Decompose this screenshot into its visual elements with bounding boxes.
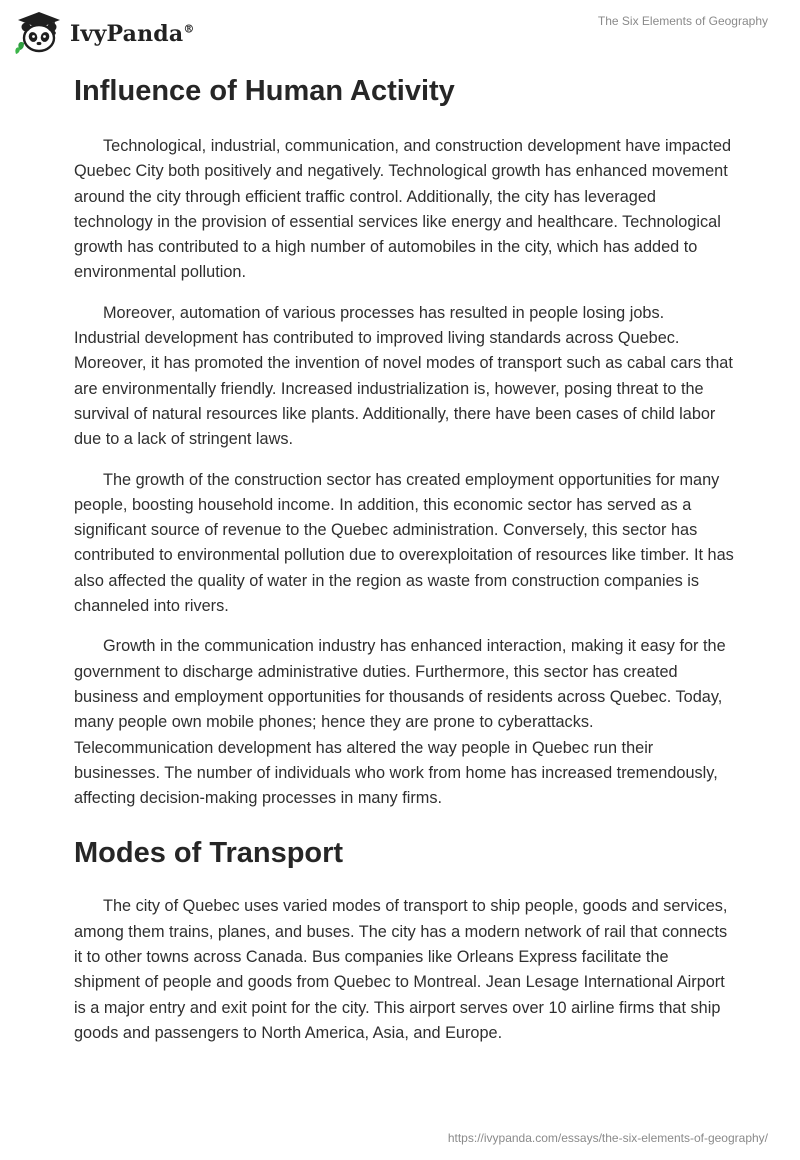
brand-name-text: IvyPanda bbox=[70, 21, 184, 47]
section-heading: Influence of Human Activity bbox=[74, 75, 455, 107]
document-title: The Six Elements of Geography bbox=[597, 14, 768, 28]
brand-name bbox=[70, 21, 195, 47]
paragraph: The city of Quebec uses varied modes of transport to ship people, goods and services, among them trains, planes, and buses. The city has a modern network of rail that connects it to other towns across Canada. Bus companies like Orleans Express facilitate the shipment of people and goods from Quebec to Montreal. Jean Lesage International Airport is a major entry and exit point for the city. This airport serves over 10 airline firms that ship goods and passengers to North America, Asia, and Europe. bbox=[74, 897, 728, 1042]
paragraph: Technological, industrial, communication, and construction development have impacted Quebec City both positively and negatively. Technological growth has enhanced movement around the city through efficient traffic control. Additionally, the city has leveraged technology in the provision of essential services like energy and healthcare. Technological growth has contributed to a high number of automobiles in the city, which has added to environmental pollution. bbox=[74, 137, 732, 282]
section-modes-of-transport bbox=[74, 832, 734, 1046]
ivypanda-logo[interactable] bbox=[14, 10, 195, 56]
registered-mark: ® bbox=[183, 22, 195, 36]
section-human-activity bbox=[74, 70, 734, 811]
section-heading: Modes of Transport bbox=[74, 837, 344, 870]
source-url[interactable]: https://ivypanda.com/essays/the-six-elements-of-geography/ bbox=[447, 1131, 768, 1145]
panda-graduate-icon bbox=[14, 10, 64, 56]
paragraph: The growth of the construction sector has created employment opportunities for many people, boosting household income. In addition, this economic sector has served as a significant source of revenue to the Quebec administration. Conversely, this sector has contributed to environmental pollution due to overexploitation of resources like timber. It has also affected the quality of water in the region as waste from construction companies is channeled into rivers. bbox=[74, 470, 734, 616]
paragraph: Growth in the communication industry has enhanced interaction, making it easy for the government to discharge administrative duties. Furthermore, this sector has created business and employment opportunities for thousands of residents across Quebec. Today, many people own mobile phones; hence they are prone to cyberattacks. Telecommunication development has altered the way people in Quebec run their businesses. The number of individuals who work from home has increased tremendously, affecting decision-making processes in many firms. bbox=[74, 637, 726, 808]
essay-content bbox=[74, 70, 734, 1061]
paragraph: Moreover, automation of various processes has resulted in people losing jobs. Industrial development has contributed to improved living standards across Quebec. Moreover, it has promoted the invention of novel modes of transport such as cabal cars that are environmentally friendly. Increased industrialization is, however, posing threat to the survival of natural resources like plants. Additionally, there have been cases of child labor due to a lack of stringent laws. bbox=[74, 303, 733, 449]
page-header bbox=[0, 0, 800, 60]
